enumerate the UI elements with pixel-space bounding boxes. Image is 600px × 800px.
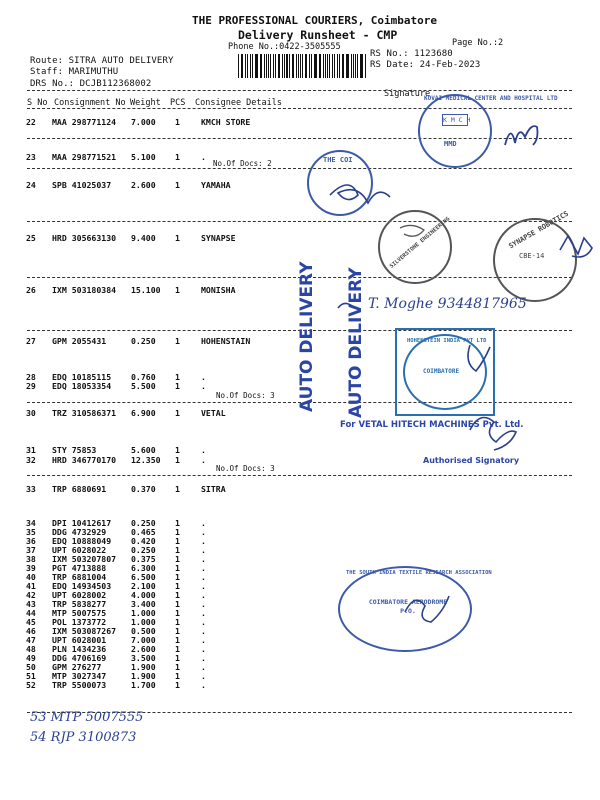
cell-wt: 1.900 [131, 662, 156, 672]
cell-wt: 12.350 [131, 455, 161, 465]
cell-wt: 7.000 [131, 635, 156, 645]
cell-pcs: 1 [175, 233, 180, 243]
cell-wt: 3.500 [131, 653, 156, 663]
cell-cons: SPB 41025037 [52, 180, 112, 190]
cell-sno: 41 [26, 581, 36, 591]
col-pcs: PCS [170, 98, 186, 108]
cell-pcs: 1 [175, 572, 180, 582]
cell-sno: 28 [26, 372, 36, 382]
cell-sno: 26 [26, 285, 36, 295]
cell-name: . [201, 563, 206, 573]
cell-sno: 48 [26, 644, 36, 654]
cell-cons: IXM 503087267 [52, 626, 117, 636]
cell-name: HOHENSTAIN [201, 336, 251, 346]
cell-cons: DDG 4706169 [52, 653, 107, 663]
cell-name: . [201, 372, 206, 382]
cell-name: . [201, 590, 206, 600]
route: Route: SITRA AUTO DELIVERY [30, 56, 174, 66]
cell-sno: 45 [26, 617, 36, 627]
vetal-signatory: Authorised Signatory [423, 456, 520, 465]
cell-name: SITRA [201, 484, 226, 494]
cell-pcs: 1 [175, 455, 180, 465]
cell-wt: 0.250 [131, 545, 156, 555]
kmch-ring-text: KOVAI MEDICAL CENTER AND HOSPITAL LTD [424, 95, 558, 102]
cell-pcs: 1 [175, 180, 180, 190]
col-consignee: Consignee Details [195, 98, 282, 108]
col-weight: Weight [130, 98, 161, 108]
cell-wt: 5.100 [131, 152, 156, 162]
cell-wt: 3.400 [131, 599, 156, 609]
cell-wt: 0.375 [131, 554, 156, 564]
cell-cons: STY 75853 [52, 445, 97, 455]
cell-cons: PLN 1434236 [52, 644, 107, 654]
cell-name: . [201, 518, 206, 528]
coimbatore-stamp-text: THE COI [323, 156, 353, 164]
cell-cons: TRP 5500073 [52, 680, 107, 690]
cell-cons: POL 1373772 [52, 617, 107, 627]
cell-wt: 5.600 [131, 445, 156, 455]
cell-name: KMCH STORE [201, 117, 251, 127]
cell-wt: 9.400 [131, 233, 156, 243]
synapse-inner: CBE-14 [519, 252, 545, 260]
cell-cons: DPI 10412617 [52, 518, 112, 528]
cell-wt: 7.000 [131, 117, 156, 127]
cell-sno: 31 [26, 445, 36, 455]
cell-cons: MAA 298771124 [52, 117, 117, 127]
docs-note: No.Of Docs: 3 [216, 464, 275, 473]
cell-name: . [201, 653, 206, 663]
cell-wt: 1.000 [131, 608, 156, 618]
cell-pcs: 1 [175, 626, 180, 636]
vetal-stamp-text: For VETAL HITECH MACHINES Pvt. Ltd. [340, 420, 524, 430]
cell-sno: 51 [26, 671, 36, 681]
hohenstein-text: HOHENSTEIN INDIA PVT LTD [407, 338, 487, 344]
cell-sno: 39 [26, 563, 36, 573]
cell-sno: 42 [26, 590, 36, 600]
signature-synapse [560, 236, 592, 257]
cell-sno: 52 [26, 680, 36, 690]
cell-wt: 6.500 [131, 572, 156, 582]
cell-sno: 35 [26, 527, 36, 537]
cell-sno: 40 [26, 572, 36, 582]
cell-pcs: 1 [175, 372, 180, 382]
cell-sno: 37 [26, 545, 36, 555]
cell-cons: PGT 4713888 [52, 563, 107, 573]
cell-sno: 36 [26, 536, 36, 546]
cell-pcs: 1 [175, 599, 180, 609]
hohenstein-inner: COIMBATORE [423, 368, 460, 375]
cell-cons: GPM 276277 [52, 662, 102, 672]
cell-pcs: 1 [175, 644, 180, 654]
cell-pcs: 1 [175, 590, 180, 600]
cell-wt: 5.500 [131, 381, 156, 391]
signature-silverstone [400, 225, 424, 236]
cell-name: . [201, 662, 206, 672]
cell-sno: 38 [26, 554, 36, 564]
cell-name: MONISHA [201, 285, 236, 295]
cell-sno: 44 [26, 608, 36, 618]
cell-cons: TRZ 310586371 [52, 408, 117, 418]
cell-pcs: 1 [175, 381, 180, 391]
cell-cons: UPT 6028022 [52, 545, 107, 555]
cell-sno: 29 [26, 381, 36, 391]
cell-name: VETAL [201, 408, 226, 418]
cell-wt: 0.370 [131, 484, 156, 494]
staff: Staff: MARIMUTHU [30, 67, 119, 77]
cell-pcs: 1 [175, 545, 180, 555]
cell-wt: 2.600 [131, 180, 156, 190]
cell-wt: 1.900 [131, 671, 156, 681]
cell-wt: 1.000 [131, 617, 156, 627]
cell-cons: EDQ 14934503 [52, 581, 112, 591]
company-name: THE PROFESSIONAL COURIERS, Coimbatore [192, 14, 438, 27]
signature-vetal [470, 418, 516, 451]
cell-name: . [201, 626, 206, 636]
textile-inner: COIMBATORE AERODROME P.O. [368, 598, 448, 615]
cell-name: YAMAHA [201, 180, 231, 190]
auto-delivery-stamp-2: AUTO DELIVERY [346, 267, 366, 418]
cell-cons: IXM 503207807 [52, 554, 117, 564]
cell-wt: 6.300 [131, 563, 156, 573]
cell-name: . [201, 455, 206, 465]
cell-wt: 0.500 [131, 626, 156, 636]
cell-pcs: 1 [175, 617, 180, 627]
cell-pcs: 1 [175, 484, 180, 494]
cell-cons: EDQ 10888049 [52, 536, 112, 546]
signature-hohenstein [468, 345, 490, 371]
docs-note: No.Of Docs: 2 [213, 159, 272, 168]
cell-cons: MTP 3027347 [52, 671, 107, 681]
docs-note: No.Of Docs: 3 [216, 391, 275, 400]
cell-name: . [201, 554, 206, 564]
cell-name: . [201, 572, 206, 582]
cell-sno: 47 [26, 635, 36, 645]
cell-pcs: 1 [175, 662, 180, 672]
col-signature: Signature [384, 89, 431, 99]
cell-name: . [201, 152, 206, 162]
cell-name: . [201, 635, 206, 645]
cell-sno: 27 [26, 336, 36, 346]
cell-wt: 0.420 [131, 536, 156, 546]
cell-sno: 33 [26, 484, 36, 494]
cell-name: . [201, 536, 206, 546]
cell-sno: 32 [26, 455, 36, 465]
cell-pcs: 1 [175, 408, 180, 418]
phone-number: Phone No.:0422-3505555 [228, 42, 341, 52]
cell-pcs: 1 [175, 285, 180, 295]
cell-pcs: 1 [175, 563, 180, 573]
signature-kmch [505, 126, 538, 145]
auto-delivery-stamp-1: AUTO DELIVERY [297, 261, 317, 412]
cell-name: . [201, 545, 206, 555]
cell-pcs: 1 [175, 671, 180, 681]
cell-cons: EDQ 18053354 [52, 381, 112, 391]
cell-cons: GPM 2055431 [52, 336, 107, 346]
cell-cons: MTP 5007575 [52, 608, 107, 618]
cell-name: . [201, 680, 206, 690]
textile-text: THE SOUTH INDIA TEXTILE RESEARCH ASSOCIATION [346, 570, 492, 576]
cell-pcs: 1 [175, 152, 180, 162]
cell-cons: MAA 298771521 [52, 152, 117, 162]
cell-sno: 49 [26, 653, 36, 663]
cell-wt: 6.900 [131, 408, 156, 418]
cell-sno: 22 [26, 117, 36, 127]
cell-pcs: 1 [175, 680, 180, 690]
cell-name: . [201, 617, 206, 627]
cell-cons: IXM 503180384 [52, 285, 117, 295]
cell-sno: 24 [26, 180, 36, 190]
cell-pcs: 1 [175, 117, 180, 127]
cell-pcs: 1 [175, 653, 180, 663]
cell-name: . [201, 581, 206, 591]
cell-wt: 15.100 [131, 285, 161, 295]
cell-wt: 1.700 [131, 680, 156, 690]
synapse-text: SYNAPSE ROBOTICS [507, 209, 570, 251]
cell-wt: 2.600 [131, 644, 156, 654]
cell-sno: 23 [26, 152, 36, 162]
signature-textile [405, 596, 449, 622]
cell-pcs: 1 [175, 518, 180, 528]
cell-name: . [201, 599, 206, 609]
cell-pcs: 1 [175, 536, 180, 546]
cell-pcs: 1 [175, 445, 180, 455]
cell-name: . [201, 445, 206, 455]
cell-pcs: 1 [175, 635, 180, 645]
cell-name: SYNAPSE [201, 233, 236, 243]
cell-cons: TRP 5838277 [52, 599, 107, 609]
cell-cons: DDG 4732929 [52, 527, 107, 537]
cell-cons: UPT 6028002 [52, 590, 107, 600]
kmch-box: K M C H [443, 116, 471, 124]
cell-sno: 50 [26, 662, 36, 672]
cell-pcs: 1 [175, 554, 180, 564]
cell-cons: TRP 6880691 [52, 484, 107, 494]
cell-sno: 46 [26, 626, 36, 636]
cell-pcs: 1 [175, 608, 180, 618]
signature-yamaha [330, 185, 390, 203]
cell-cons: HRD 346770170 [52, 455, 117, 465]
cell-sno: 43 [26, 599, 36, 609]
cell-name: . [201, 608, 206, 618]
cell-wt: 0.465 [131, 527, 156, 537]
handwritten-phone: T. Moghe 9344817965 [368, 296, 527, 312]
cell-name: . [201, 381, 206, 391]
cell-sno: 25 [26, 233, 36, 243]
cell-wt: 0.250 [131, 336, 156, 346]
cell-cons: UPT 6028001 [52, 635, 107, 645]
handwritten-row-54: 54 RJP 3100873 [30, 730, 137, 745]
cell-cons: EDQ 10185115 [52, 372, 112, 382]
rs-number: RS No.: 1123680 [370, 49, 453, 59]
cell-name: . [201, 671, 206, 681]
cell-wt: 0.250 [131, 518, 156, 528]
runsheet-title: Delivery Runsheet - CMP [238, 28, 398, 42]
silverstone-text: SILVERSTONE ENGINEERING [388, 216, 452, 270]
cell-pcs: 1 [175, 336, 180, 346]
cell-name: . [201, 644, 206, 654]
cell-wt: 2.100 [131, 581, 156, 591]
cell-sno: 30 [26, 408, 36, 418]
drs-number: DRS No.: DCJB112368002 [30, 79, 152, 89]
kmch-bottom: MMD [444, 140, 457, 148]
col-sno: S No [27, 98, 48, 108]
cell-cons: TRP 6881004 [52, 572, 107, 582]
rs-date: RS Date: 24-Feb-2023 [370, 60, 481, 70]
cell-pcs: 1 [175, 527, 180, 537]
cell-pcs: 1 [175, 581, 180, 591]
cell-wt: 4.000 [131, 590, 156, 600]
handwritten-row-53: 53 MTP 5007555 [30, 710, 144, 725]
cell-cons: HRD 305663130 [52, 233, 117, 243]
page-number: Page No.:2 [452, 38, 504, 48]
cell-wt: 0.760 [131, 372, 156, 382]
col-consignment: Consignment No [54, 98, 126, 108]
signature-monisha [338, 303, 352, 308]
cell-sno: 34 [26, 518, 36, 528]
cell-name: . [201, 527, 206, 537]
